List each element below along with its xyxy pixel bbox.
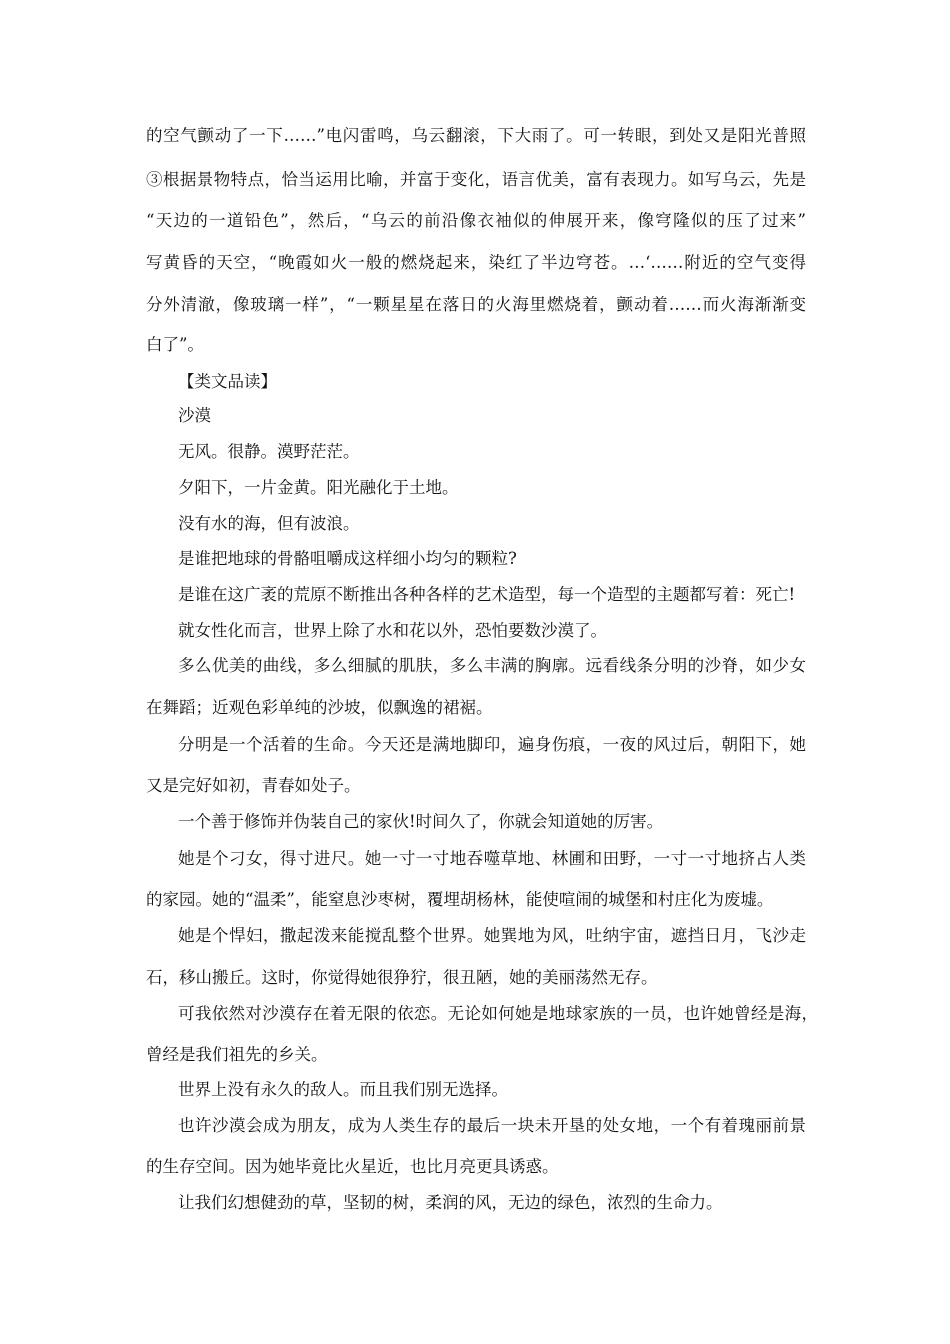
essay-line: 在舞蹈；近观色彩单纯的沙坡，似飘逸的裙裾。 bbox=[146, 698, 493, 717]
essay-line: 没有水的海，但有波浪。 bbox=[178, 514, 360, 533]
section-heading: 【类文品读】 bbox=[178, 372, 277, 391]
essay-line: 一个善于修饰并伪装自己的家伙!时间久了，你就会知道她的厉害。 bbox=[178, 812, 664, 831]
essay-line: 让我们幻想健劲的草，坚韧的树，柔润的风，无边的绿色，浓烈的生命力。 bbox=[178, 1193, 723, 1212]
essay-line: 分明是一个活着的生命。今天还是满地脚印，遍身伤痕，一夜的风过后，朝阳下，她 bbox=[178, 735, 806, 754]
essay-line: 她是个悍妇，撒起泼来能搅乱整个世界。她巽地为风，吐纳宇宙，遮挡日月，飞沙走 bbox=[178, 926, 806, 945]
essay-line: 就女性化而言，世界上除了水和花以外，恐怕要数沙漠了。 bbox=[178, 621, 607, 640]
essay-line: 曾经是我们祖先的乡关。 bbox=[146, 1045, 328, 1064]
text-line: ③根据景物特点，恰当运用比喻，并富于变化，语言优美，富有表现力。如写乌云，先是 bbox=[146, 170, 806, 189]
essay-line: 是谁在这广袤的荒原不断推出各种各样的艺术造型，每一个造型的主题都写着：死亡! bbox=[178, 585, 796, 604]
essay-line: 多么优美的曲线，多么细腻的肌肤，多么丰满的胸廓。远看线条分明的沙脊，如少女 bbox=[178, 656, 806, 675]
essay-line: 可我依然对沙漠存在着无限的依恋。无论如何她是地球家族的一员，也许她曾经是海， bbox=[178, 1004, 818, 1023]
essay-title: 沙漠 bbox=[178, 406, 211, 425]
essay-line: 她是个刁女，得寸进尺。她一寸一寸地吞噬草地、林圃和田野，一寸一寸地挤占人类 bbox=[178, 849, 806, 868]
essay-line: 也许沙漠会成为朋友，成为人类生存的最后一块未开垦的处女地，一个有着瑰丽前景 bbox=[178, 1116, 806, 1135]
essay-line: 又是完好如初，青春如处子。 bbox=[146, 776, 361, 795]
essay-line: 无风。很静。漠野茫茫。 bbox=[178, 442, 360, 461]
text-line: 的空气颤动了一下……”电闪雷鸣，乌云翻滚，下大雨了。可一转眼，到处又是阳光普照 bbox=[146, 126, 806, 145]
text-line: 写黄昏的天空，“晚霞如火一般的燃烧起来，染红了半边穹苍。…‘……附近的空气变得 bbox=[146, 253, 806, 272]
essay-line: 夕阳下，一片金黄。阳光融化于土地。 bbox=[178, 478, 459, 497]
essay-line: 是谁把地球的骨骼咀嚼成这样细小均匀的颗粒? bbox=[178, 549, 517, 568]
text-line: “天边的一道铅色”，然后，“乌云的前沿像衣袖似的伸展开来，像穹隆似的压了过来” bbox=[146, 211, 806, 230]
essay-line: 的生存空间。因为她毕竟比火星近，也比月亮更具诱惑。 bbox=[146, 1157, 559, 1176]
text-line: 分外清澈，像玻璃一样”，“一颗星星在落日的火海里燃烧着，颤动着……而火海渐渐变 bbox=[146, 295, 806, 314]
essay-line: 世界上没有永久的敌人。而且我们别无选择。 bbox=[178, 1080, 508, 1099]
essay-line: 的家园。她的“温柔”，能窒息沙枣树，覆埋胡杨林，能使喧闹的城堡和村庄化为废墟。 bbox=[146, 890, 774, 909]
essay-line: 石，移山搬丘。这时，你觉得她很狰狞，很丑陋，她的美丽荡然无存。 bbox=[146, 968, 658, 987]
text-line: 白了”。 bbox=[146, 335, 204, 354]
